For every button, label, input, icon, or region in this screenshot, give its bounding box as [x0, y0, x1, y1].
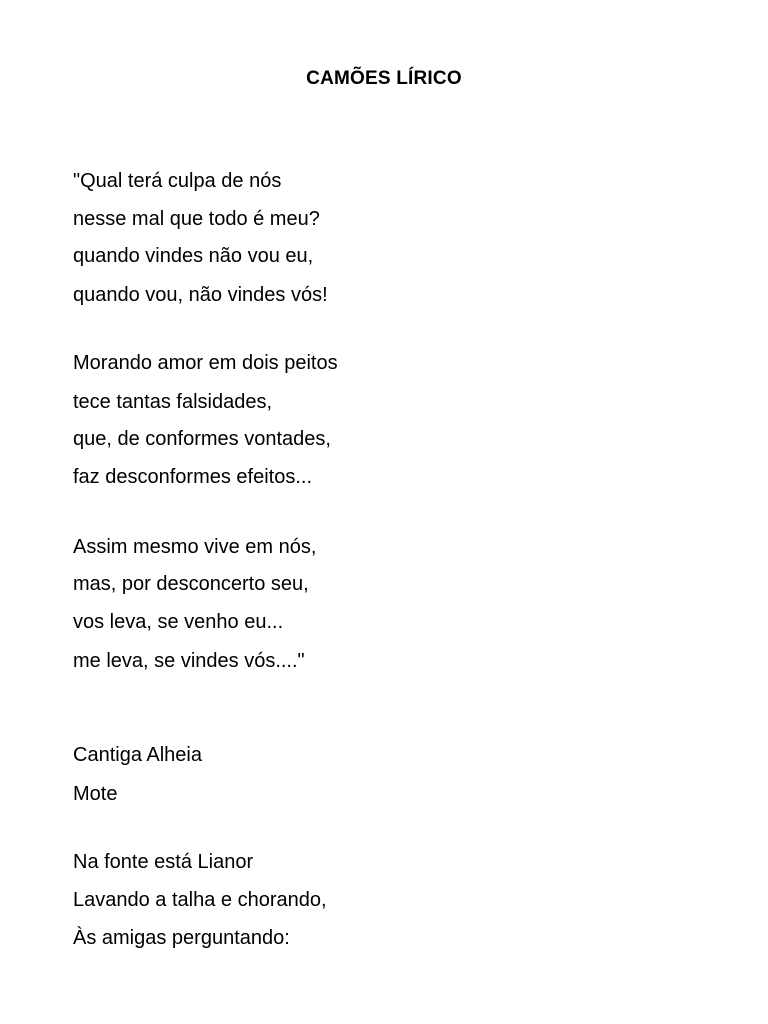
poem-line: nesse mal que todo é meu?: [73, 208, 320, 230]
page-title: CAMÕES LÍRICO: [306, 68, 462, 89]
poem-line: Às amigas perguntando:: [73, 927, 290, 949]
poem-line: mas, por desconcerto seu,: [73, 573, 309, 595]
poem-line: faz desconformes efeitos...: [73, 466, 313, 488]
poem-line: Na fonte está Lianor: [73, 851, 254, 873]
poem-line: Morando amor em dois peitos: [73, 352, 338, 374]
poem-line: Assim mesmo vive em nós,: [73, 536, 317, 558]
poem-line: vos leva, se venho eu...: [73, 611, 284, 633]
poem-line: quando vindes não vou eu,: [73, 245, 314, 267]
poem-line: quando vou, não vindes vós!: [73, 284, 328, 306]
poem-line: me leva, se vindes vós....": [73, 650, 305, 672]
section-subheading: Mote: [73, 783, 118, 805]
section-heading: Cantiga Alheia: [73, 744, 202, 766]
poem-line: "Qual terá culpa de nós: [73, 170, 282, 192]
poem-line: tece tantas falsidades,: [73, 391, 273, 413]
poem-line: que, de conformes vontades,: [73, 428, 331, 450]
poem-line: Lavando a talha e chorando,: [73, 889, 327, 911]
